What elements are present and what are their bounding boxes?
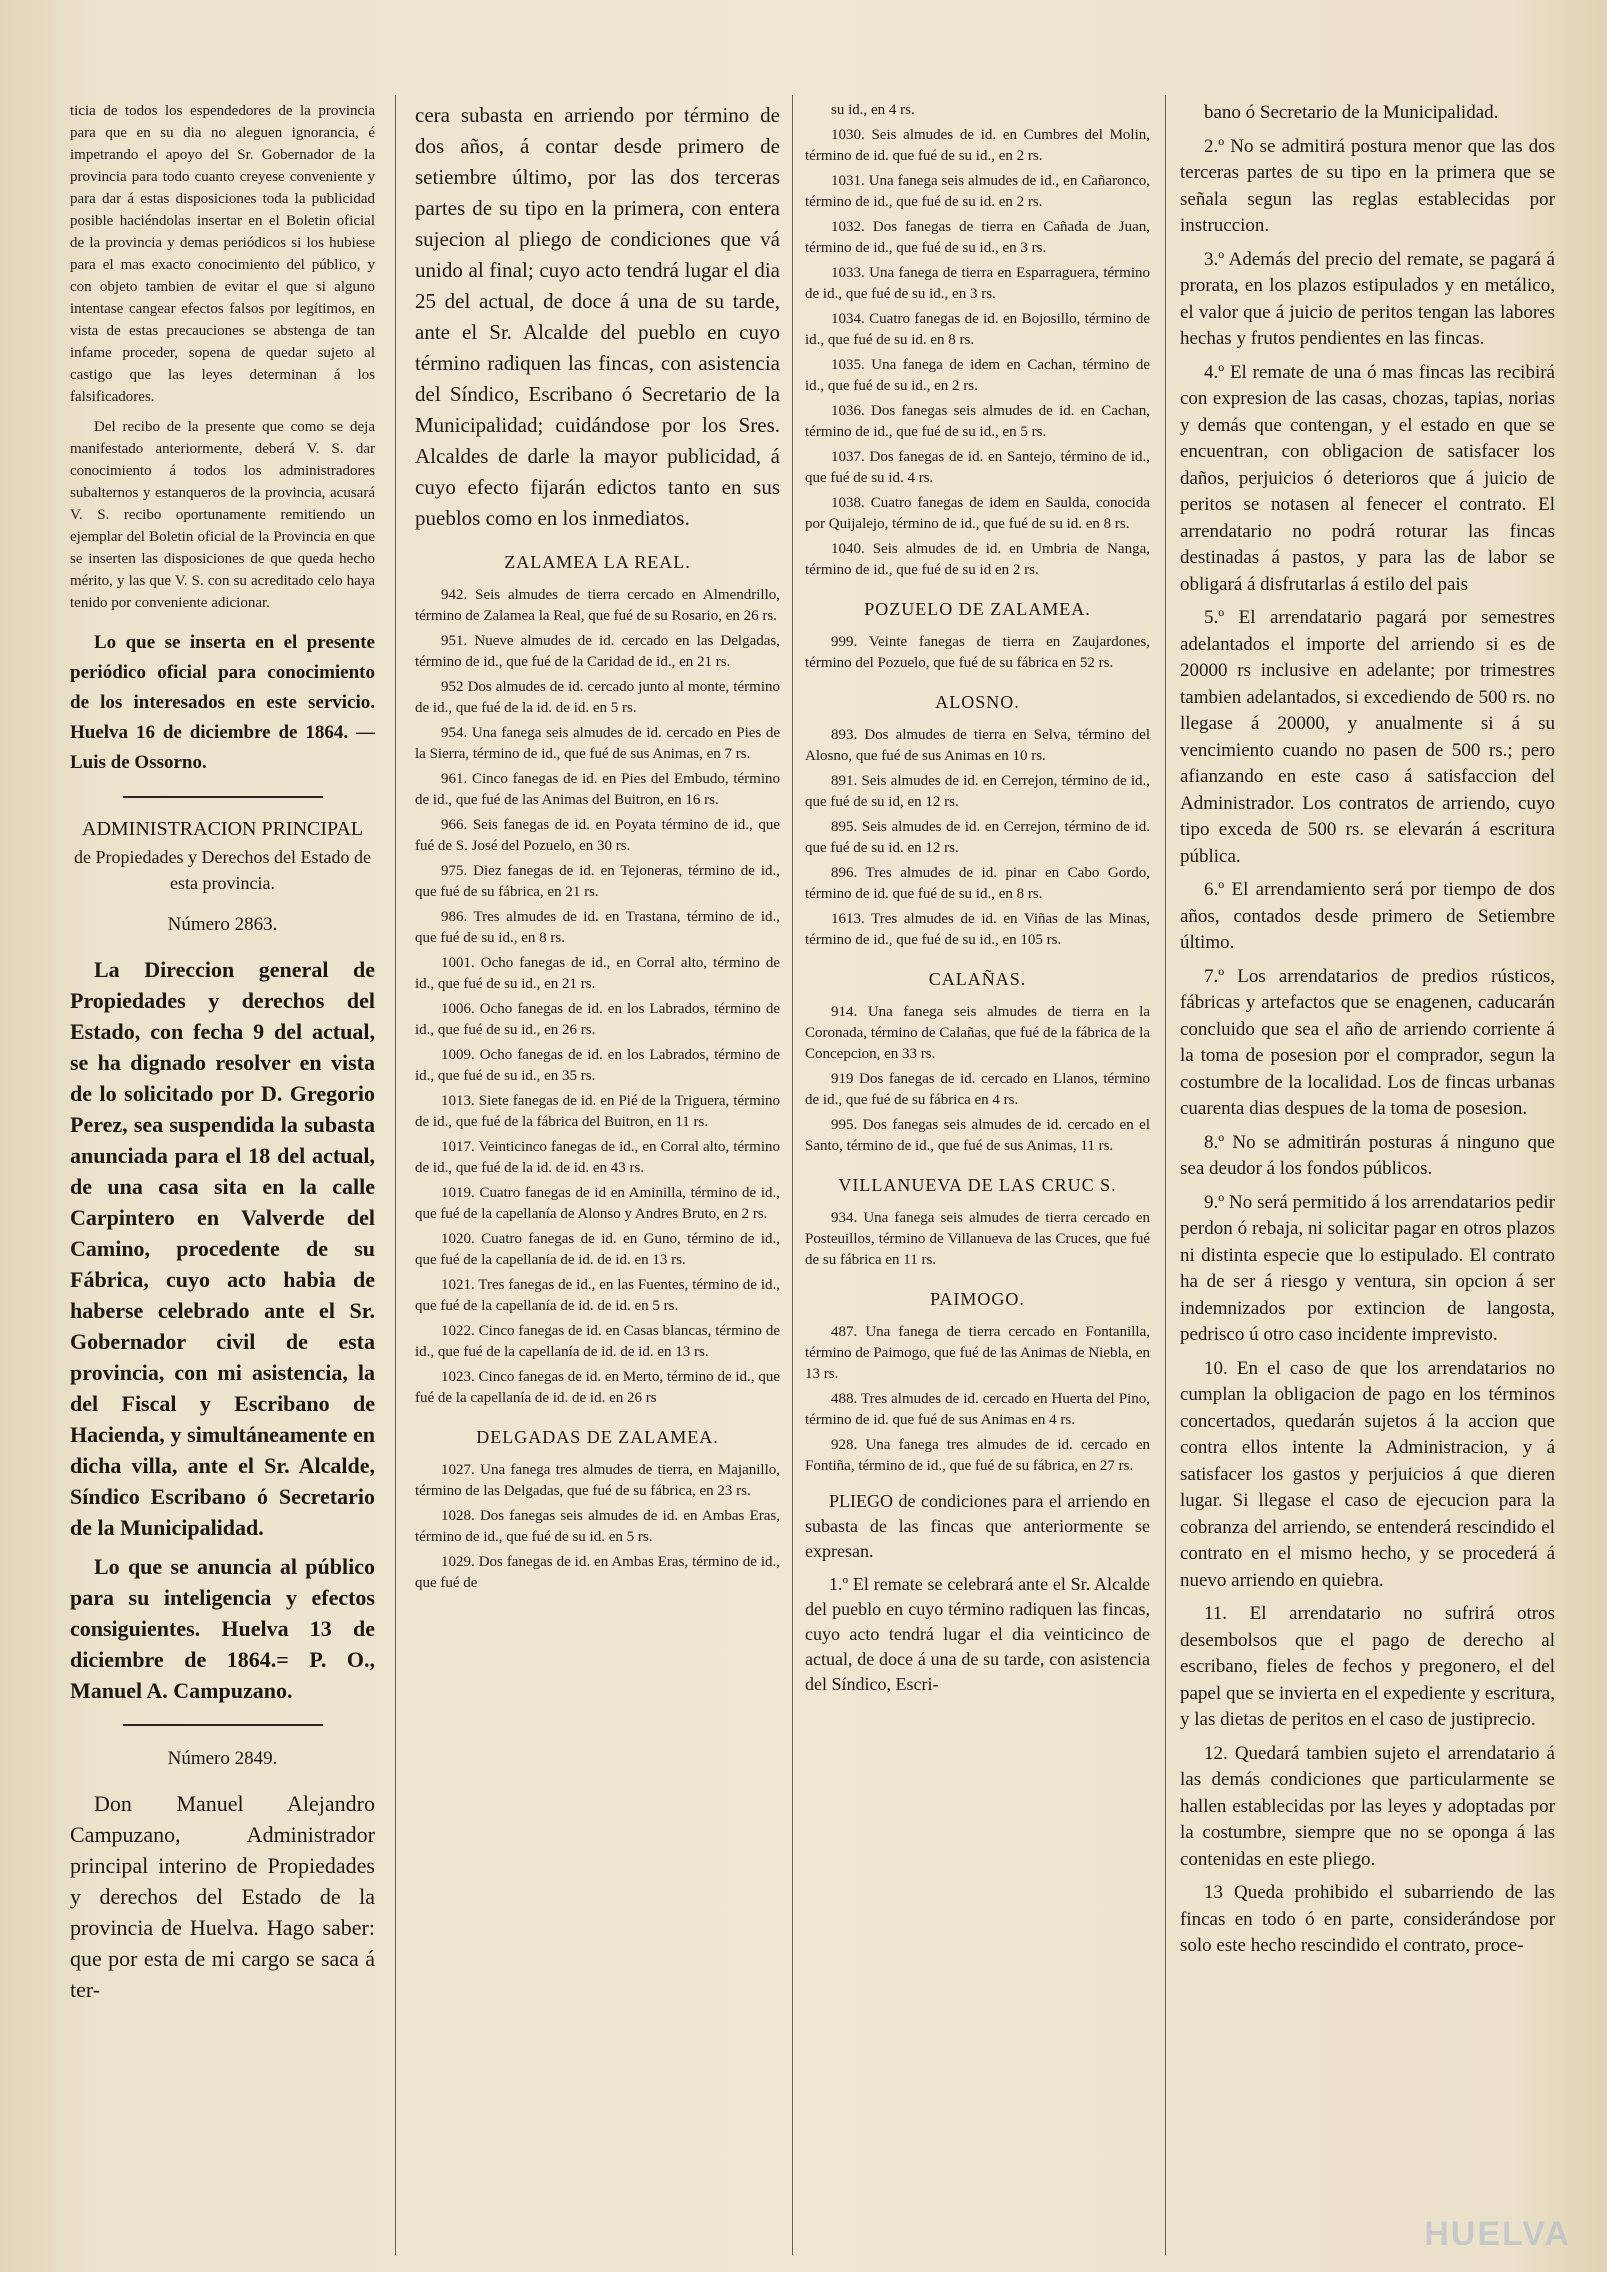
entry-list bbox=[805, 1208, 1150, 1271]
property-entry: 1006. Ocho fanegas de id. en los Labrados, término de id., que fué de su id., en 26 rs. bbox=[415, 1001, 780, 1038]
property-entry: 1038. Cuatro fanegas de idem en Saulda, conocida por Quijalejo, término de id., que fué de su id. en 8 rs. bbox=[805, 495, 1150, 532]
property-entry: 986. Tres almudes de id. en Trastana, término de id., que fué de su id., en 8 rs. bbox=[415, 909, 780, 946]
entry-list bbox=[805, 100, 1150, 581]
property-entry: 952 Dos almudes de id. cercado junto al monte, término de id., que fué de la id. de id. en 5 rs. bbox=[415, 679, 780, 716]
column-2 bbox=[415, 100, 780, 2250]
property-entry: 1019. Cuatro fanegas de id en Aminilla, término de id., que fué de la capellanía de Alonso y Andres Bruto, en 2 rs. bbox=[415, 1185, 780, 1222]
condition-paragraph: 10. En el caso de que los arrendatarios no cumplan la obligacion de pago en los términos concertados, quedarán sujetos á la accion que contra ellos intente la Administracion, y á satisfacer los gastos y perjuicios á que dieren lugar. Si llegase el caso de ejecucion para la cobranza del arriendo, se entenderá rescindido el contrato en el mismo hecho, y se procederá á nuevo arriendo en quiebra. bbox=[1180, 1357, 1555, 1591]
entry-list bbox=[805, 1002, 1150, 1157]
column-rule bbox=[1165, 95, 1166, 2255]
town-heading: ZALAMEA LA REAL. bbox=[504, 552, 691, 572]
property-entry: 1029. Dos fanegas de id. en Ambas Eras, término de id., que fué de bbox=[415, 1554, 780, 1591]
section-subheading: de Propiedades y Derechos del Estado de esta provincia. bbox=[74, 847, 371, 893]
condition-paragraph: 7.º Los arrendatarios de predios rústicos, fábricas y artefactos que se enagenen, caducarán concluido que sea el año de arriendo corriente á la toma de posesion por el comprador, segun la costumbre de la localidad. Los de fincas urbanas cuarenta dias despues de la toma de posesion. bbox=[1180, 965, 1555, 1119]
column-4 bbox=[1180, 100, 1555, 2250]
property-entry: 914. Una fanega seis almudes de tierra en la Coronada, término de Calañas, que fué de la fábrica de la Concepcion, en 33 rs. bbox=[805, 1004, 1150, 1062]
property-entry: 1031. Una fanega seis almudes de id., en Cañaronco, término de id., que fué de su id. en 2 rs. bbox=[805, 173, 1150, 210]
property-entry: 1022. Cinco fanegas de id. en Casas blancas, término de id., que fué de la capellanía de id. de id. en 13 rs. bbox=[415, 1323, 780, 1360]
column-rule bbox=[395, 95, 396, 2255]
property-entry: 995. Dos fanegas seis almudes de id. cercado en el Santo, término de id., que fué de sus Animas, 11 rs. bbox=[805, 1117, 1150, 1154]
condition-paragraph: 9.º No será permitido á los arrendatarios pedir perdon ó rebaja, ni solicitar pagar en otros plazos ni distinta especie que lo estipulado. El contrato ha de ser á riesgo y ventura, sin opcion á ser indemnizados por extincion de langosta, pedrisco ú otro caso incidente imprevisto. bbox=[1180, 1191, 1555, 1345]
property-entry: 934. Una fanega seis almudes de tierra cercado en Posteuillos, término de Villanueva de las Cruces, que fué de su fábrica en 11 rs. bbox=[805, 1210, 1150, 1268]
condition-paragraph: 1.º El remate se celebrará ante el Sr. Alcalde del pueblo en cuyo término radiquen las fincas, cuyo acto tendrá lugar el dia veinticinco de actual, de doce á una de su tarde, con asistencia del Síndico, Escri- bbox=[805, 1574, 1150, 1694]
property-entry: 1037. Dos fanegas de id. en Santejo, término de id., que fué de su id. 4 rs. bbox=[805, 449, 1150, 486]
property-entry: 951. Nueve almudes de id. cercado en las Delgadas, término de id., que fué de la Caridad de id., en 21 rs. bbox=[415, 633, 780, 670]
town-heading: ALOSNO. bbox=[935, 692, 1020, 712]
property-entry: 1034. Cuatro fanegas de id. en Bojosillo, término de id., que fué de su id. en 8 rs. bbox=[805, 311, 1150, 348]
notice-number: Número 2849. bbox=[167, 1748, 278, 1769]
condition-paragraph: 6.º El arrendamiento será por tiempo de dos años, contados desde primero de Setiembre último. bbox=[1180, 879, 1555, 953]
property-entry: 1013. Siete fanegas de id. en Pié de la Triguera, término de id., que fué de la fábrica del Buitron, en 11 rs. bbox=[415, 1093, 780, 1130]
condition-paragraph: 2.º No se admitirá postura menor que las dos terceras partes de su tipo en la primera que se señala segun las reglas establecidas por instruccion. bbox=[1180, 135, 1555, 236]
section-heading: ADMINISTRACION PRINCIPAL bbox=[82, 818, 363, 840]
section-divider bbox=[123, 796, 323, 798]
property-entry: 928. Una fanega tres almudes de id. cercado en Fontiña, término de id., que fué de su fábrica, en 27 rs. bbox=[805, 1437, 1150, 1474]
property-entry: 942. Seis almudes de tierra cercado en Almendrillo, término de Zalamea la Real, que fué de su Rosario, en 26 rs. bbox=[415, 587, 780, 624]
condition-paragraph: bano ó Secretario de la Municipalidad. bbox=[1204, 102, 1499, 123]
property-entry: 1023. Cinco fanegas de id. en Merto, término de id., que fué de la capellanía de id. de id. en 26 rs bbox=[415, 1369, 780, 1406]
notice-number: Número 2863. bbox=[167, 914, 278, 935]
property-entry: 893. Dos almudes de tierra en Selva, término del Alosno, que fué de sus Animas en 10 rs. bbox=[805, 727, 1150, 764]
entry-list bbox=[415, 585, 780, 1409]
property-entry: 1021. Tres fanegas de id., en las Fuentes, término de id., que fué de la capellanía de id. de id. en 5 rs. bbox=[415, 1277, 780, 1314]
condition-paragraph: 5.º El arrendatario pagará por semestres adelantados el importe del arriendo si es de 20000 rs inclusive en adelante; por trimestres tambien adelantados, si excediendo de 500 rs. no llegase á 20000, y anualmente si á su vencimiento cuando no pasen de 500 rs.; pero afianzando en este caso á satisfaccion del Administrador. Los contratos de arriendo, cuyo tipo exceda de 500 rs. se elevarán á escritura pública. bbox=[1180, 607, 1555, 867]
property-entry: su id., en 4 rs. bbox=[831, 102, 915, 118]
condition-paragraph: 13 Queda prohibido el subarriendo de las fincas en todo ó en parte, considerándose por solo este hecho rescindido el contrato, proce- bbox=[1180, 1882, 1555, 1956]
town-heading: PAIMOGO. bbox=[930, 1289, 1025, 1309]
property-entry: 966. Seis fanegas de id. en Poyata término de id., que fué de S. José del Pozuelo, en 30 rs. bbox=[415, 817, 780, 854]
property-entry: 975. Diez fanegas de id. en Tejoneras, término de id., que fué de su fábrica, en 21 rs. bbox=[415, 863, 780, 900]
archive-watermark: HUELVA bbox=[1424, 2215, 1571, 2253]
property-entry: 1040. Seis almudes de id. en Umbria de Nanga, término de id., que fué de su id en 2 rs. bbox=[805, 541, 1150, 578]
paragraph: cera subasta en arriendo por término de dos años, á contar desde primero de setiembre último, por las dos terceras partes de su tipo en la primera, con entera sujecion al pliego de condiciones que vá unido al final; cuyo acto tendrá lugar el dia 25 del actual, de doce á una de su tarde, ante el Sr. Alcalde del pueblo en cuyo término radiquen las fincas, con asistencia del Síndico, Escribano ó Secretario de la Municipalidad; cuidándose por los Sres. Alcaldes de darle la mayor publicidad, á cuyo efecto fijarán edictos tanto en sus pueblos como en los inmediatos. bbox=[415, 103, 780, 530]
paragraph-notice: Lo que se anuncia al público para su inteligencia y efectos consiguientes. Huelva 13 de diciembre de 1864.= P. O., Manuel A. Campuzano. bbox=[70, 1554, 375, 1703]
condition-paragraph: 3.º Además del precio del remate, se pagará á prorata, en los plazos estipulados y en metálico, el valor que á juicio de peritos tengan las labores hechas y frutos pendientes en las fincas. bbox=[1180, 248, 1555, 349]
column-1 bbox=[70, 100, 375, 2250]
property-entry: 487. Una fanega de tierra cercado en Fontanilla, término de Paimogo, que fué de las Animas de Niebla, en 13 rs. bbox=[805, 1324, 1150, 1382]
property-entry: 1027. Una fanega tres almudes de tierra, en Majanillo, término de las Delgadas, que fué de su fábrica, en 23 rs. bbox=[415, 1462, 780, 1499]
property-entry: 1032. Dos fanegas de tierra en Cañada de Juan, término de id., que fué de su id., en 3 rs. bbox=[805, 219, 1150, 256]
condition-paragraph: 11. El arrendatario no sufrirá otros desembolsos que el pago de derecho al escribano, fieles de fechos y pregonero, el del papel que se invierta en el expediente y escritura, y las dietas de peritos en el caso de justiprecio. bbox=[1180, 1603, 1555, 1730]
town-heading: VILLANUEVA DE LAS CRUC S. bbox=[838, 1175, 1117, 1195]
property-entry: 1020. Cuatro fanegas de id. en Guno, término de id., que fué de la capellanía de id. de id. en 13 rs. bbox=[415, 1231, 780, 1268]
paragraph-notice: La Direccion general de Propiedades y derechos del Estado, con fecha 9 del actual, se ha dignado resolver en vista de lo solicitado por D. Gregorio Perez, sea suspendida la subasta anunciada para el 18 del actual, de una casa sita en la calle Carpintero en Valverde del Camino, procedente de su Fábrica, cuyo acto habia de haberse celebrado ante el Sr. Gobernador civil de esta provincia, con mi asistencia, la del Fiscal y Escribano de Hacienda, y simultáneamente en dicha villa, ante el Sr. Alcalde, Síndico Escribano ó Secretario de la Municipalidad. bbox=[70, 957, 375, 1540]
property-entry: 891. Seis almudes de id. en Cerrejon, término de id., que fué de su id, en 12 rs. bbox=[805, 773, 1150, 810]
pliego-heading: PLIEGO de condiciones para el arriendo en subasta de las fincas que anteriormente se expresan. bbox=[805, 1491, 1150, 1561]
town-heading: CALAÑAS. bbox=[928, 969, 1027, 989]
property-entry: 1001. Ocho fanegas de id., en Corral alto, término de id., que fué de su id., en 21 rs. bbox=[415, 955, 780, 992]
town-heading: POZUELO DE ZALAMEA. bbox=[864, 599, 1091, 619]
section-divider bbox=[123, 1724, 323, 1726]
entry-list bbox=[805, 1322, 1150, 1477]
property-entry: 1613. Tres almudes de id. en Viñas de las Minas, término de id., que fué de su id., en 105 rs. bbox=[805, 911, 1150, 948]
column-3 bbox=[805, 100, 1150, 2250]
property-entry: 1009. Ocho fanegas de id. en los Labrados, término de id., que fué de su id., en 35 rs. bbox=[415, 1047, 780, 1084]
condition-paragraph: 4.º El remate de una ó mas fincas las recibirá con expresion de las casas, chozas, tapias, norias y demás que contengan, y el estado en que se encuentran, con obligacion de satisfacer los daños, perjuicios ó deterioros que á juicio de peritos se notasen al fenecer el contrato. El arrendatario no podrá roturar las fincas destinadas á pastos, y para las de labor se obligará á disfrutarlas á estilo del pais bbox=[1180, 361, 1555, 595]
property-entry: 1033. Una fanega de tierra en Esparraguera, término de id., que fué de su id., en 3 rs. bbox=[805, 265, 1150, 302]
property-entry: 919 Dos fanegas de id. cercado en Llanos, término de id., que fué de su fábrica en 4 rs. bbox=[805, 1071, 1150, 1108]
property-entry: 999. Veinte fanegas de tierra en Zaujardones, término del Pozuelo, que fué de su fábrica en 52 rs. bbox=[805, 634, 1150, 671]
property-entry: 1017. Veinticinco fanegas de id., en Corral alto, término de id., que fué de la id. de id. en 43 rs. bbox=[415, 1139, 780, 1176]
paragraph: Del recibo de la presente que como se deja manifestado anteriormente, deberá V. S. dar conocimiento á todos los administradores subalternos y estanqueros de la provincia, acusará V. S. recibo oportunamente remitiendo un ejemplar del Boletin oficial de la Provincia en que se inserten las disposiciones de que queda hecho mérito, y las que V. S. con su acreditado celo haya tenido por conveniente adicionar. bbox=[70, 419, 375, 611]
property-entry: 1028. Dos fanegas seis almudes de id. en Ambas Eras, término de id., que fué de su id. en 5 rs. bbox=[415, 1508, 780, 1545]
column-rule bbox=[792, 95, 793, 2255]
town-heading: DELGADAS DE ZALAMEA. bbox=[476, 1427, 719, 1447]
entry-list bbox=[805, 725, 1150, 951]
property-entry: 1036. Dos fanegas seis almudes de id. en Cachan, término de id., que fué de su id., en 5 rs. bbox=[805, 403, 1150, 440]
property-entry: 895. Seis almudes de id. en Cerrejon, término de id. que fué de su id. en 12 rs. bbox=[805, 819, 1150, 856]
entry-list bbox=[805, 632, 1150, 674]
property-entry: 896. Tres almudes de id. pinar en Cabo Gordo, término de id. que fué de su id., en 8 rs. bbox=[805, 865, 1150, 902]
property-entry: 488. Tres almudes de id. cercado en Huerta del Pino, término de id. que fué de sus Animas en 4 rs. bbox=[805, 1391, 1150, 1428]
paragraph-notice: Lo que se inserta en el presente periódico oficial para conocimiento de los interesados en este servicio. Huelva 16 de diciembre de 1864. —Luis de Ossorno. bbox=[70, 632, 375, 773]
paragraph: ticia de todos los espendedores de la provincia para que en su dia no aleguen ignorancia, é impetrando el apoyo del Sr. Gobernador de la provincia para todo cuanto creyese conveniente y para dar á estas disposiciones toda la publicidad posible haciéndolas insertar en el Boletin oficial de la provincia y demas periódicos si los hubiese para el mas exacto conocimiento del público, y con objeto tambien de evitar el que si alguno intentase cangear efectos falsos por legítimos, en vista de estas precauciones se abstenga de tan infame proceder, sopena de quedar sujeto al castigo que las leyes determinan á los falsificadores. bbox=[70, 103, 375, 405]
condition-paragraph: 12. Quedará tambien sujeto el arrendatario á las demás condiciones que particularmente se hallen establecidas por las leyes y adoptadas por la costumbre, siempre que no se oponga á las contenidas en este pliego. bbox=[1180, 1742, 1555, 1870]
entry-list bbox=[415, 1460, 780, 1594]
property-entry: 1035. Una fanega de idem en Cachan, término de id., que fué de su id., en 2 rs. bbox=[805, 357, 1150, 394]
paragraph-notice: Don Manuel Alejandro Campuzano, Administrador principal interino de Propiedades y derechos del Estado de la provincia de Huelva. Hago saber: que por esta de mi cargo se saca á ter- bbox=[70, 1791, 375, 2002]
property-entry: 1030. Seis almudes de id. en Cumbres del Molin, término de id. que fué de su id., en 2 rs. bbox=[805, 127, 1150, 164]
conditions-list bbox=[1180, 100, 1555, 1960]
property-entry: 961. Cinco fanegas de id. en Pies del Embudo, término de id., que fué de las Animas del Buitron, en 16 rs. bbox=[415, 771, 780, 808]
condition-paragraph: 8.º No se admitirán posturas á ninguno que sea deudor á los fondos públicos. bbox=[1180, 1131, 1555, 1179]
property-entry: 954. Una fanega seis almudes de id. cercado en Pies de la Sierra, término de id., que fué de sus Animas, en 7 rs. bbox=[415, 725, 780, 762]
